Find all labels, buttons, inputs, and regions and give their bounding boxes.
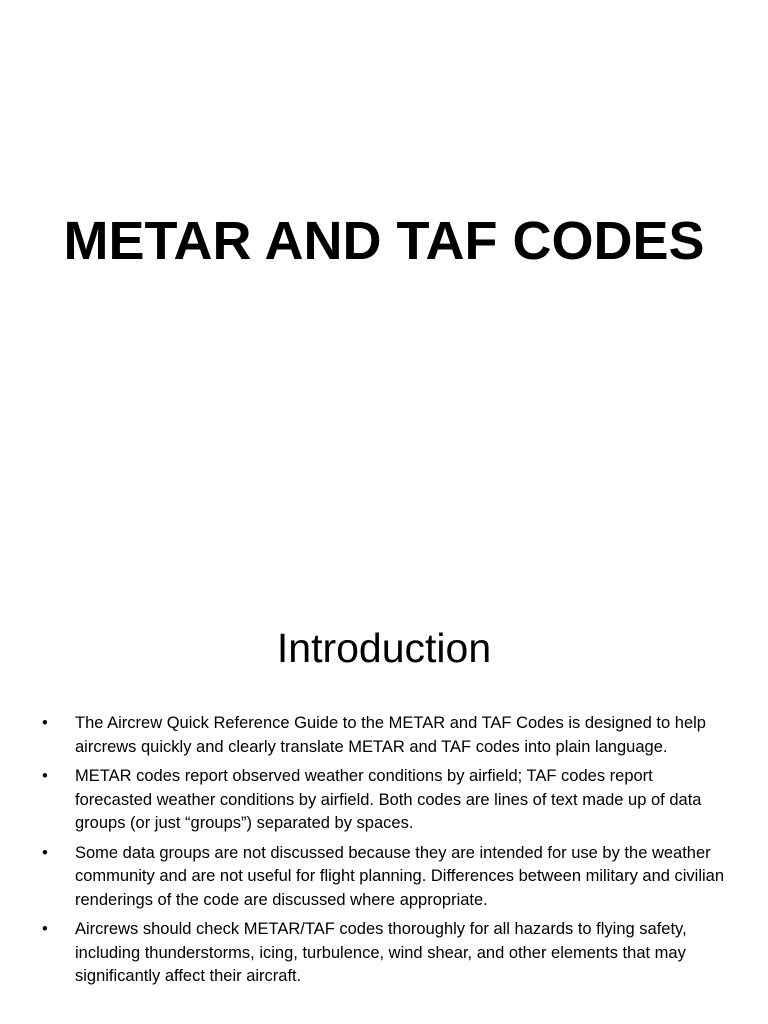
bullet-item <box>38 842 728 913</box>
bullet-text: METAR codes report observed weather conditions by airfield; TAF codes report forecasted weather conditions by airfield. Both codes are lines of text made up of data groups (or just “groups”) separated by spaces. <box>75 767 702 832</box>
section-title: Introduction <box>276 625 492 671</box>
bullet-item <box>38 765 728 836</box>
bullet-list <box>38 712 728 995</box>
bullet-text: Aircrews should check METAR/TAF codes thoroughly for all hazards to flying safety, including thunderstorms, icing, turbulence, wind shear, and other elements that may significantly affect their aircraft. <box>75 920 687 985</box>
slide-title: METAR AND TAF CODES <box>63 211 705 271</box>
bullet-icon: • <box>42 843 48 862</box>
introduction-slide <box>0 576 768 1024</box>
bullet-icon: • <box>42 714 48 732</box>
bullet-item <box>38 712 728 759</box>
bullet-text: The Aircrew Quick Reference Guide to the METAR and TAF Codes is designed to help aircrews quickly and clearly translate METAR and TAF codes into plain language. <box>75 714 706 756</box>
bullet-icon: • <box>42 920 48 938</box>
bullet-icon: • <box>42 767 48 785</box>
bullet-item <box>38 918 728 989</box>
bullet-text: Some data groups are not discussed because they are intended for use by the weather community and are not useful for flight planning. Differences between military and civilian renderings of the code are discussed where appropriate. <box>75 843 725 909</box>
